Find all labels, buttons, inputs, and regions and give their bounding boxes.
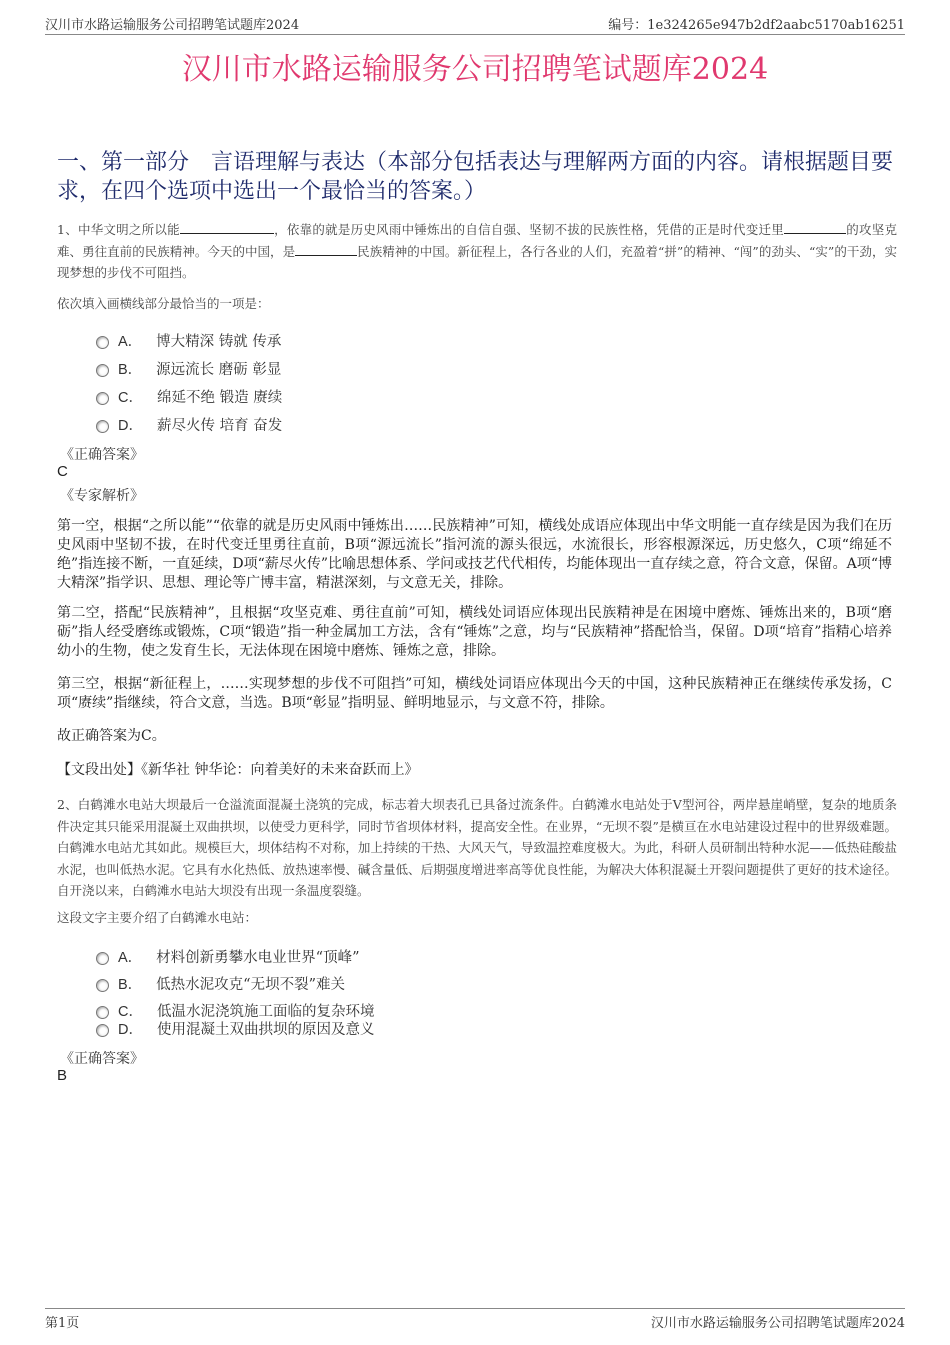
q1-answer: C <box>57 463 68 480</box>
q2-option-a[interactable] <box>96 946 360 967</box>
q2-option-d[interactable] <box>96 1018 374 1039</box>
q1-text-a: 1、中华文明之所以能 <box>57 222 180 237</box>
question-1-text <box>57 219 897 284</box>
q1-option-b[interactable] <box>96 358 281 379</box>
q2-prompt: 这段文字主要介绍了白鹤滩水电站： <box>57 910 258 925</box>
option-letter: C． <box>118 390 143 406</box>
option-letter: A． <box>118 334 143 350</box>
q1-option-d[interactable] <box>96 414 282 435</box>
option-text: 源远流长 磨砺 彰显 <box>156 362 282 378</box>
q1-text-c: 的攻坚克难、勇往直前的民族精神。今天的中国，是 <box>57 222 897 259</box>
option-text: 绵延不绝 锻造 赓续 <box>156 390 283 406</box>
option-letter: B． <box>118 977 143 993</box>
option-letter: D． <box>118 1022 143 1038</box>
q1-analysis-para-2: 第二空，搭配“民族精神”，且根据“攻坚克难、勇往直前”可知，横线处词语应体现出民族精神是在困境中磨炼、锤炼出来的，B项“磨砺”指人经受磨练或锻炼，C项“锻造”指一种金属加工方法，含有“锤炼”之意，均与“民族精神”搭配恰当，保留。D项“培育”指精心培养幼小的生物，使之发育生长，无法体现在困境中磨炼、锤炼之意，排除。 <box>57 605 892 659</box>
header-divider <box>45 34 905 35</box>
page-title: 汉川市水路运输服务公司招聘笔试题库2024 <box>181 52 769 87</box>
q1-option-c-radio[interactable] <box>96 392 109 405</box>
q1-option-a-radio[interactable] <box>96 336 109 349</box>
page-number: 第1页 <box>45 1316 80 1331</box>
q1-option-c[interactable] <box>96 386 282 407</box>
footer-divider <box>45 1308 905 1309</box>
q1-text-b: ，依靠的就是历史风雨中锤炼出的自信自强、坚韧不拔的民族性格，凭借的正是时代变迁里 <box>273 222 784 237</box>
q1-option-d-radio[interactable] <box>96 420 109 433</box>
q1-source: 【文段出处】《新华社 钟华论：向着美好的未来奋跃而上》 <box>57 762 419 778</box>
q1-prompt: 依次填入画横线部分最恰当的一项是： <box>57 296 270 311</box>
option-letter: C． <box>118 1004 143 1020</box>
q1-text-d: 民族精神的中国。新征程上，各行各业的人们，充盈着“拼”的精神、“闯”的劲头、“实”的干劲，实现梦想的步伐不可阻挡。 <box>57 243 897 280</box>
q1-blank-1 <box>180 220 274 234</box>
q2-answer: B <box>57 1067 68 1084</box>
q1-analysis-para-3: 第三空，根据“新征程上，……实现梦想的步伐不可阻挡”可知，横线处词语应体现出今天的中国，这种民族精神正在继续传承发扬，C项“赓续”指继续，符合文意，当选。B项“彰显”指明显、鲜明地显示，与文意不符，排除。 <box>57 676 892 711</box>
option-letter: A． <box>118 950 143 966</box>
option-text: 使用混凝土双曲拱坝的原因及意义 <box>156 1022 375 1038</box>
q2-option-d-radio[interactable] <box>96 1024 109 1037</box>
option-text: 薪尽火传 培育 奋发 <box>156 418 283 434</box>
header-left-title: 汉川市水路运输服务公司招聘笔试题库2024 <box>45 18 300 33</box>
option-text: 材料创新勇攀水电业世界“顶峰” <box>156 950 360 966</box>
q1-option-b-radio[interactable] <box>96 364 109 377</box>
q1-analysis-para-1: 第一空，根据“之所以能”“依靠的就是历史风雨中锤炼出……民族精神”可知，横线处成语应体现出中华文明能一直存续是因为我们在历史风雨中坚韧不拔，在时代变迁里勇往直前，B项“源远流长”指河流的源头很远，水流很长，形容根源深远，历史悠久，C项“绵延不绝”指连接不断，一直延续，D项“薪尽火传”比喻思想体系、学问或技艺代代相传，均能体现出一直存续之意，符合文意，保留。A项“博大精深”指学识、思想、理论等广博丰富，精湛深刻，与文意无关，排除。 <box>57 518 892 591</box>
q1-answer-label: 《正确答案》 <box>60 447 144 463</box>
option-text: 低温水泥浇筑施工面临的复杂环境 <box>156 1004 375 1020</box>
option-letter: B． <box>118 362 143 378</box>
q2-answer-label: 《正确答案》 <box>60 1051 144 1067</box>
q1-option-a[interactable] <box>96 330 281 351</box>
option-letter: D． <box>118 418 143 434</box>
q1-blank-3 <box>295 242 357 256</box>
q1-analysis-conclusion: 故正确答案为C。 <box>57 728 166 744</box>
question-2-text: 2、白鹤滩水电站大坝最后一仓溢流面混凝土浇筑的完成，标志着大坝表孔已具备过流条件。白鹤滩水电站处于V型河谷，两岸悬崖峭壁，复杂的地质条件决定其只能采用混凝土双曲拱坝，以使受力更科学，同时节省坝体材料，提高安全性。在业界，“无坝不裂”是横亘在水电站建设过程中的世界级难题。白鹤滩水电站尤其如此。规模巨大，坝体结构不对称，加上持续的干热、大风天气，导致温控难度极大。为此，科研人员研制出特种水泥——低热硅酸盐水泥，也叫低热水泥。它具有水化热低、放热速率慢、碱含量低、后期强度增进率高等优良性能，为解决大体积混凝土开裂问题提供了更好的技术途径。自开浇以来，白鹤滩水电站大坝没有出现一条温度裂缝。 <box>57 797 897 898</box>
footer-title: 汉川市水路运输服务公司招聘笔试题库2024 <box>650 1316 905 1331</box>
option-text: 低热水泥攻克“无坝不裂”难关 <box>156 977 345 993</box>
option-text: 博大精深 铸就 传承 <box>156 334 282 350</box>
section-heading: 一、第一部分 言语理解与表达（本部分包括表达与理解两方面的内容。请根据题目要求，在四个选项中选出一个最恰当的答案。） <box>57 150 894 204</box>
q2-option-b-radio[interactable] <box>96 979 109 992</box>
q1-analysis-label: 《专家解析》 <box>60 488 144 504</box>
q2-option-b[interactable] <box>96 973 345 994</box>
q2-option-a-radio[interactable] <box>96 952 109 965</box>
header-doc-number: 编号：1e324265e947b2df2aabc5170ab16251 <box>608 18 905 33</box>
q1-blank-2 <box>784 220 846 234</box>
